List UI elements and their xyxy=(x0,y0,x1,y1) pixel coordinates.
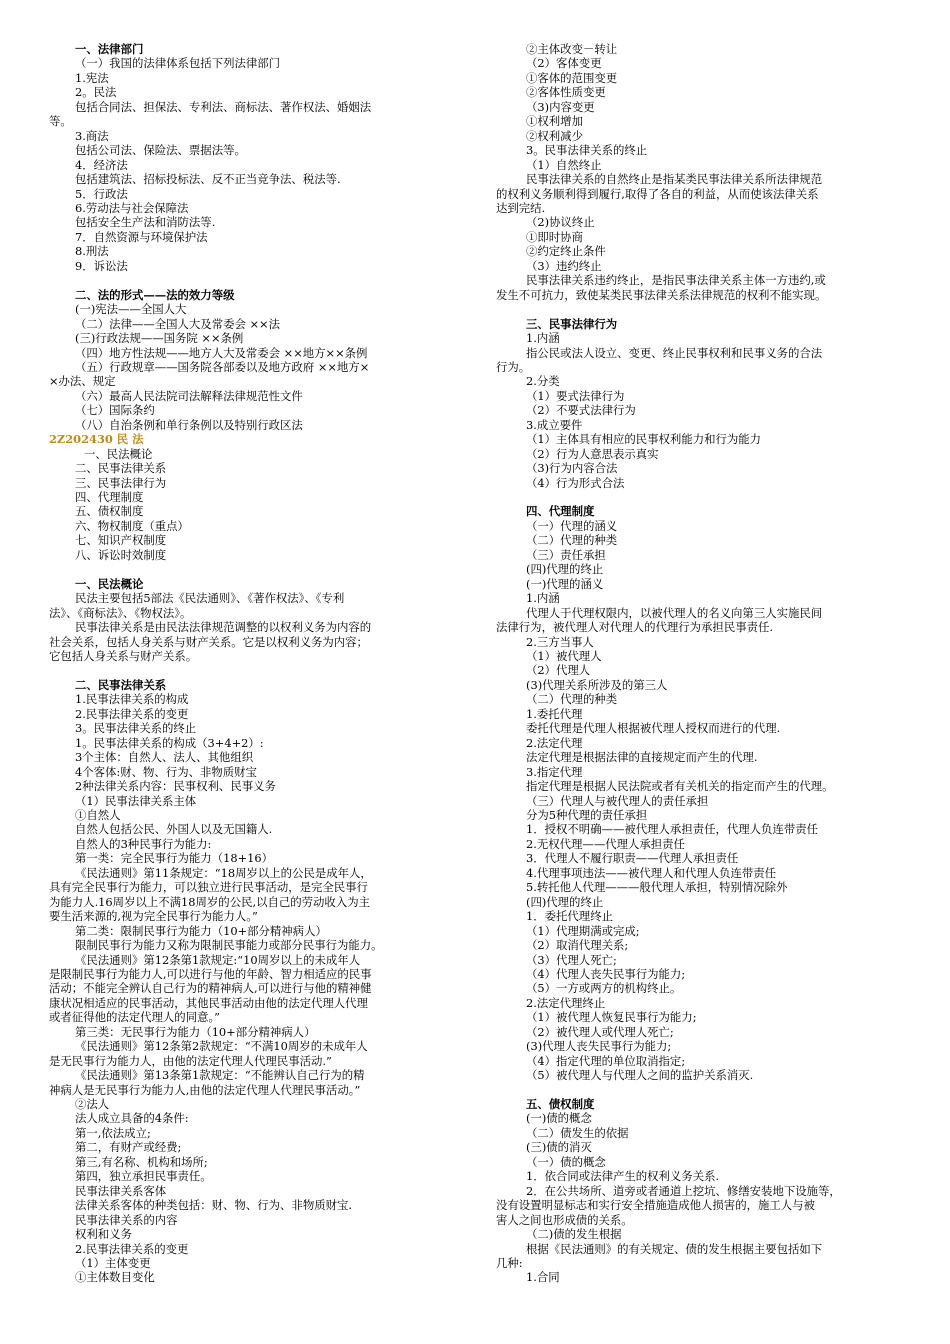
text-line: 法人成立具备的4条件: xyxy=(75,1111,189,1126)
text-line: 它包括人身关系与财产关系。 xyxy=(49,649,198,663)
text-line: 第一,依法成立; xyxy=(75,1125,151,1140)
text-line: 为能力人.16周岁以上不满18周岁的公民,以自己的劳动收入为主 xyxy=(49,894,370,909)
text-line: 分为5种代理的责任承担 xyxy=(526,807,648,822)
text-line: (3)代理关系所涉及的第三人 xyxy=(526,677,668,692)
text-line: （二）代理的种类 xyxy=(526,533,618,548)
text-line: （2）客体变更 xyxy=(526,56,602,71)
text-line: 《民法通则》第13条第1款规定：“不能辨认自己行为的精 xyxy=(75,1068,365,1083)
text-line: 神病人是无民事行为能力人,由他的法定代理人代理民事活动。” xyxy=(49,1082,361,1097)
text-line: (一)宪法——全国人大 xyxy=(75,302,187,317)
text-line: 自然人的3种民事行为能力: xyxy=(75,836,212,851)
text-line: （2）代理人 xyxy=(526,663,591,678)
text-line: （3)内容变更 xyxy=(526,99,595,114)
blank-line xyxy=(49,562,463,576)
text-line: （4）行为形式合法 xyxy=(526,475,625,490)
text-line: 没有设置明显标志和实行安全措施造成他人损害的，施工人与被 xyxy=(496,1198,815,1213)
text-line: （三）责任承担 xyxy=(526,547,606,562)
text-line: 8.刑法 xyxy=(75,244,109,259)
blank-line xyxy=(496,490,911,504)
text-line: ①即时协商 xyxy=(526,229,583,244)
text-line: ②主体改变－转让 xyxy=(526,42,618,56)
text-line: 或者征得他的法定代理人的同意。” xyxy=(49,1010,220,1025)
text-line: 第三类：无民事行为能力（10+部分精神病人） xyxy=(75,1024,316,1039)
text-line: 一、民法概论 xyxy=(84,446,153,461)
text-line: (四)代理的终止 xyxy=(526,894,604,909)
text-line: 八、诉讼时效制度 xyxy=(75,547,167,562)
text-line: 2.民事法律关系的变更 xyxy=(75,1241,189,1256)
text-line: ②客体性质变更 xyxy=(526,85,606,100)
section-heading: 五、债权制度 xyxy=(526,1097,595,1112)
text-line: （二）法律——全国人大及常委会 ××法 xyxy=(75,316,280,331)
text-line: 《民法通则》第12条第1款规定:“10周岁以上的未成年人 xyxy=(75,952,361,967)
text-line: 1.内涵 xyxy=(526,591,560,606)
text-line: (3)代理人丧失民事行为能力; xyxy=(526,1039,672,1054)
text-line: （四）地方性法规——地方人大及常委会 ××地方××条例 xyxy=(75,345,368,360)
text-line: 包括公司法、保险法、票据法等。 xyxy=(75,143,246,158)
section-heading: 三、民事法律行为 xyxy=(526,316,618,331)
text-line: 四、代理制度 xyxy=(75,490,144,505)
text-line: (一)债的概念 xyxy=(526,1111,592,1126)
text-line: 第四，独立承担民事责任。 xyxy=(75,1169,212,1184)
right-column xyxy=(496,42,911,1285)
blank-line xyxy=(496,1083,911,1097)
text-line: （二)债的发生根据 xyxy=(526,1227,622,1242)
text-line: 2.民事法律关系的变更 xyxy=(75,706,189,721)
text-line: 3.商法 xyxy=(75,128,109,143)
text-line: ②约定终止条件 xyxy=(526,244,606,259)
text-line: 民事法律关系的内容 xyxy=(75,1212,178,1227)
text-line: 的权利义务顺利得到履行,取得了各自的利益，从而使该法律关系 xyxy=(496,186,819,201)
text-line: 法律行为，被代理人对代理人的代理行为承担民事责任. xyxy=(496,620,773,635)
text-line: 行为。 xyxy=(496,359,531,374)
text-line: 限制民事行为能力又称为限制民事能力或部分民事行为能力。 xyxy=(75,938,383,953)
section-heading: 二、法的形式——法的效力等级 xyxy=(75,287,235,302)
text-line: （1）要式法律行为 xyxy=(526,388,625,403)
text-line: (一)代理的涵义 xyxy=(526,576,604,591)
text-line: (四)代理的终止 xyxy=(526,562,604,577)
text-line: （3）代理人死亡; xyxy=(526,952,617,967)
text-line: 《民法通则》第11条规定：“18周岁以上的公民是成年人， xyxy=(75,865,372,880)
text-line: 2.无权代理——代理人承担责任 xyxy=(526,836,685,851)
text-line: 包括建筑法、招标投标法、反不正当竞争法、税法等. xyxy=(75,172,341,187)
text-line: （1）民事法律关系主体 xyxy=(75,793,197,808)
chapter-code-heading: 2Z202430 民 法 xyxy=(49,432,144,447)
text-line: 5.转托他人代理———般代理人承担，特别情况除外 xyxy=(526,880,788,895)
text-line: (三)债的消灭 xyxy=(526,1140,592,1155)
text-line: 根据《民法通则》的有关规定、债的发生根据主要包括如下 xyxy=(526,1241,823,1256)
text-line: （3)行为内容合法 xyxy=(526,461,618,476)
text-line: 2种法律关系内容：民事权利、民事义务 xyxy=(75,779,276,794)
text-line: 1.宪法 xyxy=(75,70,109,85)
text-line: 等。 xyxy=(49,114,72,129)
text-line: 六、物权制度（重点） xyxy=(75,518,189,533)
text-line: 1．授权不明确——被代理人承担责任，代理人负连带责任 xyxy=(526,822,819,837)
text-line: 3．代理人不履行职责——代理人承担责任 xyxy=(526,851,739,866)
text-line: ②权利减少 xyxy=(526,128,583,143)
text-line: 2.法定代理终止 xyxy=(526,995,606,1010)
text-line: 2。民法 xyxy=(75,85,117,100)
text-line: （5）一方或两方的机构终止。 xyxy=(526,981,682,996)
text-line: 民事法律关系是由民法法律规范调整的以权利义务为内容的 xyxy=(75,620,372,635)
text-line: 法》、《商标法》、《物权法》。 xyxy=(49,605,192,620)
text-line: 活动；不能完全辨认自己行为的精神病人,可以进行与他的精神健 xyxy=(49,981,372,996)
section-heading: 二、民事法律关系 xyxy=(75,677,167,692)
text-line: 达到完结. xyxy=(496,200,546,215)
text-line: （五）行政规章——国务院各部委以及地方政府 ××地方× xyxy=(75,359,370,374)
text-line: 民事法律关系违约终止，是指民事法律关系主体一方违约,或 xyxy=(526,273,826,288)
text-line: ①自然人 xyxy=(75,807,121,822)
text-line: 具有完全民事行为能力，可以独立进行民事活动，是完全民事行 xyxy=(49,880,368,895)
text-line: 二、民事法律关系 xyxy=(75,461,167,476)
text-line: 3个主体：自然人、法人、其他组织 xyxy=(75,750,254,765)
section-heading: 四、代理制度 xyxy=(526,504,595,519)
text-line: 害人之间也形成债的关系。 xyxy=(496,1212,633,1227)
text-line: 民事法律关系客体 xyxy=(75,1183,167,1198)
text-line: （1）代理期满或完成; xyxy=(526,923,640,938)
text-line: （一）我国的法律体系包括下列法律部门 xyxy=(75,56,281,71)
text-line: （4）代理人丧失民事行为能力; xyxy=(526,966,686,981)
text-line: 包括合同法、担保法、专利法、商标法、著作权法、婚姻法 xyxy=(75,99,372,114)
text-line: 五、债权制度 xyxy=(75,504,144,519)
text-line: 2.法定代理 xyxy=(526,735,583,750)
section-heading: 一、法律部门 xyxy=(75,42,144,56)
text-line: （二）代理的种类 xyxy=(526,692,618,707)
text-line: 3.成立要件 xyxy=(526,417,583,432)
text-line: 3。民事法律关系的终止 xyxy=(75,721,197,736)
text-line: ①客体的范围变更 xyxy=(526,70,618,85)
text-line: （5）被代理人与代理人之间的监护关系消灭. xyxy=(526,1068,754,1083)
text-line: 法定代理是根据法律的直接规定而产生的代理. xyxy=(526,750,758,765)
text-line: 1．委托代理终止 xyxy=(526,909,613,924)
text-line: 要生活来源的,视为完全民事行为能力人。” xyxy=(49,909,258,924)
text-line: 是无民事行为能力人，由他的法定代理人代理民事活动.” xyxy=(49,1053,332,1068)
text-line: 4．经济法 xyxy=(75,157,128,172)
text-line: ×办法、规定 xyxy=(49,374,116,389)
text-line: 1．依合同或法律产生的权利义务关系. xyxy=(526,1169,720,1184)
text-line: 《民法通则》第12条第2款规定：“不满10周岁的未成年人 xyxy=(75,1039,368,1054)
section-heading: 一、民法概论 xyxy=(75,576,144,591)
text-line: （二）债发生的依据 xyxy=(526,1125,629,1140)
text-line: 法律关系客体的种类包括：财、物、行为、非物质财宝. xyxy=(75,1198,352,1213)
text-line: 第二类：限制民事行为能力（10+部分精神病人） xyxy=(75,923,327,938)
text-line: 社会关系，包括人身关系与财产关系。它是以权利义务为内容； xyxy=(49,634,368,649)
text-line: 6.劳动法与社会保障法 xyxy=(75,200,189,215)
text-line: 是限制民事行为能力人,可以进行与他的年龄、智力相适应的民事 xyxy=(49,966,372,981)
text-line: 5．行政法 xyxy=(75,186,128,201)
text-line: 7．自然资源与环境保护法 xyxy=(75,229,208,244)
text-line: 3。民事法律关系的终止 xyxy=(526,143,648,158)
text-line: 民事法律关系的自然终止是指某类民事法律关系所法律规范 xyxy=(526,172,823,187)
text-line: 1.合同 xyxy=(526,1270,560,1285)
text-line: 1.民事法律关系的构成 xyxy=(75,692,189,707)
text-line: 民法主要包括5部法《民法通则》、《著作权法》、《专利 xyxy=(75,591,345,606)
text-line: 包括安全生产法和消防法等. xyxy=(75,215,216,230)
text-line: 指公民或法人设立、变更、终止民事权利和民事义务的合法 xyxy=(526,345,823,360)
left-column xyxy=(49,42,463,1285)
text-line: （八）自治条例和单行条例以及特别行政区法 xyxy=(75,417,303,432)
text-line: 2.三方当事人 xyxy=(526,634,594,649)
text-line: 2.分类 xyxy=(526,374,560,389)
text-line: （2）行为人意思表示真实 xyxy=(526,446,659,461)
text-line: 3.指定代理 xyxy=(526,764,583,779)
text-line: 委托代理是代理人根据被代理人授权而进行的代理. xyxy=(526,721,781,736)
text-line: （2）取消代理关系; xyxy=(526,938,629,953)
text-line: 康状况相适应的民事活动，其他民事活动由他的法定代理人代理 xyxy=(49,995,368,1010)
text-line: （1）被代理人 xyxy=(526,649,602,663)
text-line: （3）违约终止 xyxy=(526,258,602,273)
text-line: 4.代理事项违法——被代理人和代理人负连带责任 xyxy=(526,865,777,880)
text-line: 第一类：完全民事行为能力（18+16） xyxy=(75,851,274,866)
text-line: （一）债的概念 xyxy=(526,1154,606,1169)
text-line: 指定代理是根据人民法院或者有关机关的指定而产生的代理。 xyxy=(526,779,834,794)
blank-line xyxy=(49,273,463,287)
text-line: （1）自然终止 xyxy=(526,157,602,172)
text-line: 三、民事法律行为 xyxy=(75,475,167,490)
text-line: 9．诉讼法 xyxy=(75,258,128,273)
text-line: （2）不要式法律行为 xyxy=(526,403,636,418)
text-line: 第二，有财产或经费; xyxy=(75,1140,182,1155)
text-line: 1。民事法律关系的构成（3+4+2）: xyxy=(75,735,264,750)
text-line: ①权利增加 xyxy=(526,114,583,129)
text-line: 七、知识产权制度 xyxy=(75,533,167,548)
text-line: 2．在公共场所、道旁或者通道上挖坑、修缮安装地下设施等， xyxy=(526,1183,841,1198)
text-line: 1.委托代理 xyxy=(526,706,583,721)
text-line: （1）主体变更 xyxy=(75,1256,151,1271)
text-line: （1）主体具有相应的民事权利能力和行为能力 xyxy=(526,432,762,447)
blank-line xyxy=(49,663,463,677)
text-line: 4个客体:财、物、行为、非物质财宝 xyxy=(75,764,257,779)
text-line: （4）指定代理的单位取消指定; xyxy=(526,1053,686,1068)
text-line: 发生不可抗力，致使某类民事法律关系法律规范的权利不能实现。 xyxy=(496,287,827,302)
text-line: （一）代理的涵义 xyxy=(526,518,618,533)
text-line: ①主体数目变化 xyxy=(75,1270,155,1285)
text-line: （三）代理人与被代理人的责任承担 xyxy=(526,793,709,808)
text-line: (三)行政法规——国务院 ××条例 xyxy=(75,331,244,346)
text-line: （2)协议终止 xyxy=(526,215,595,230)
text-line: （七）国际条约 xyxy=(75,403,155,418)
text-line: 自然人包括公民、外国人以及无国籍人. xyxy=(75,822,273,837)
text-line: ②法人 xyxy=(75,1097,110,1112)
text-line: 第三,有名称、机构和场所; xyxy=(75,1154,208,1169)
blank-line xyxy=(496,302,911,316)
text-line: 1.内涵 xyxy=(526,331,560,346)
text-line: （1）被代理人恢复民事行为能力; xyxy=(526,1010,697,1025)
text-line: 代理人于代理权限内，以被代理人的名义向第三人实施民间 xyxy=(526,605,823,620)
text-line: （2）被代理人或代理人死亡; xyxy=(526,1024,674,1039)
text-line: 权利和义务 xyxy=(75,1227,132,1242)
text-line: （六）最高人民法院司法解释法律规范性文件 xyxy=(75,388,303,403)
text-line: 几种: xyxy=(496,1256,523,1271)
